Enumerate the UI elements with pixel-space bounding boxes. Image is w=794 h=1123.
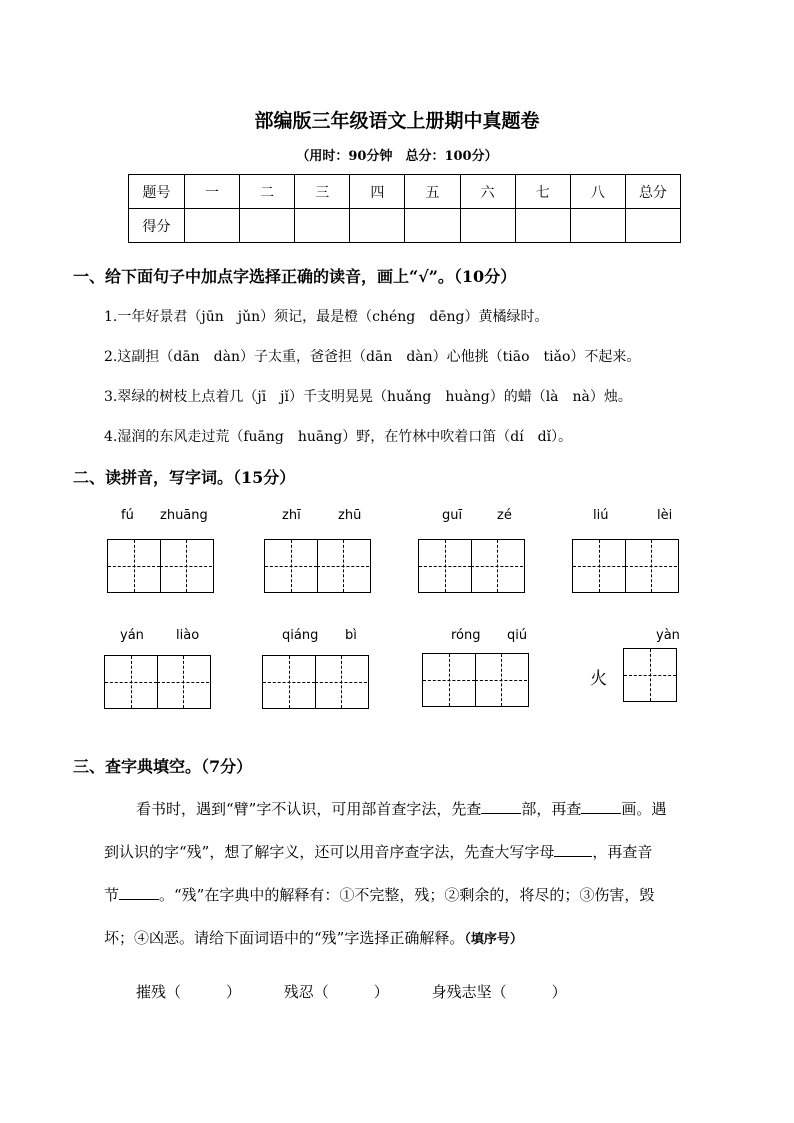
- pinyin-label: yàn: [656, 628, 680, 643]
- score-cell: 八: [570, 175, 625, 209]
- writing-cell[interactable]: [573, 540, 626, 592]
- score-input-cell[interactable]: [625, 209, 680, 243]
- answer-blank[interactable]: [119, 885, 159, 900]
- score-cell: 三: [295, 175, 350, 209]
- para-line: [104, 831, 724, 874]
- score-cell: 六: [460, 175, 515, 209]
- instruction-note: （填序号）: [464, 932, 523, 947]
- writing-cell[interactable]: [471, 540, 523, 592]
- para-text: 部，再查: [521, 800, 582, 818]
- writing-grid[interactable]: [623, 648, 677, 702]
- score-cell: 总分: [625, 175, 680, 209]
- writing-grid[interactable]: [104, 655, 211, 709]
- score-cell: 二: [240, 175, 295, 209]
- score-input-cell[interactable]: [350, 209, 405, 243]
- fill-item[interactable]: 摧残（ ）: [136, 983, 242, 1001]
- score-table-score-row: [129, 209, 681, 243]
- writing-cell[interactable]: [157, 656, 209, 708]
- pinyin-label: liú: [593, 508, 609, 523]
- fill-item[interactable]: 身残志坚（ ）: [431, 983, 567, 1001]
- writing-grid[interactable]: [107, 539, 214, 593]
- writing-cell[interactable]: [108, 540, 161, 592]
- writing-cell[interactable]: [475, 654, 527, 706]
- question-item: 3.翠绿的树枝上点着几（jī jǐ）千支明晃晃（huǎng huàng）的蜡（là nà）烛。: [104, 389, 632, 405]
- fill-item[interactable]: 残忍（ ）: [283, 983, 389, 1001]
- para-line: [104, 874, 724, 917]
- para-text: 到认识的字“残”，想了解字义，还可以用音序查字法，先查大写字母: [104, 843, 555, 861]
- pinyin-label: fú: [121, 508, 134, 523]
- given-character: 火: [590, 669, 607, 689]
- score-cell: 四: [350, 175, 405, 209]
- question-item: 1.一年好景君（jūn jǔn）须记，最是橙（chéng dēng）黄橘绿时。: [104, 309, 549, 325]
- para-text: 坏；④凶恶。请给下面词语中的“残”字选择正确解释。: [104, 929, 465, 947]
- para-text: ，再查音: [592, 843, 653, 861]
- writing-grid[interactable]: [422, 653, 529, 707]
- pinyin-label: yán: [120, 628, 144, 643]
- page-subtitle: （用时：90分钟 总分：100分）: [296, 149, 498, 164]
- section3-heading: 三、查字典填空。（7分）: [73, 757, 253, 776]
- score-cell: 五: [405, 175, 460, 209]
- score-input-cell[interactable]: [405, 209, 460, 243]
- writing-cell[interactable]: [315, 656, 367, 708]
- score-cell: 一: [185, 175, 240, 209]
- answer-blank[interactable]: [481, 799, 521, 814]
- score-table: [128, 174, 681, 243]
- section3-paragraph: [104, 788, 724, 961]
- writing-cell[interactable]: [160, 540, 212, 592]
- writing-cell[interactable]: [423, 654, 476, 706]
- writing-cell[interactable]: [419, 540, 472, 592]
- score-input-cell[interactable]: [570, 209, 625, 243]
- para-text: 画。遇: [621, 800, 667, 818]
- para-line: [104, 917, 724, 961]
- pinyin-label: bì: [345, 628, 357, 643]
- pinyin-label: zé: [497, 508, 512, 523]
- writing-grid[interactable]: [264, 539, 371, 593]
- score-input-cell[interactable]: [295, 209, 350, 243]
- pinyin-label: liào: [176, 628, 200, 643]
- pinyin-label: zhū: [338, 508, 362, 523]
- score-input-cell[interactable]: [185, 209, 240, 243]
- para-text: 节: [104, 886, 120, 904]
- pinyin-label: zhuāng: [160, 508, 208, 523]
- question-item: 4.湿润的东风走过荒（fuāng huāng）野，在竹林中吹着口笛（dí dǐ）。: [104, 429, 573, 445]
- score-cell: 题号: [129, 175, 185, 209]
- writing-grid[interactable]: [262, 655, 369, 709]
- score-input-cell[interactable]: [460, 209, 515, 243]
- score-label-cell: 得分: [129, 209, 185, 243]
- score-cell: 七: [515, 175, 570, 209]
- writing-grid[interactable]: [572, 539, 679, 593]
- para-text: 。“残”在字典中的解释有：①不完整，残；②剩余的，将尽的；③伤害，毁: [159, 886, 655, 904]
- answer-blank[interactable]: [581, 799, 621, 814]
- pinyin-label: lèi: [657, 508, 673, 523]
- writing-cell[interactable]: [317, 540, 369, 592]
- score-input-cell[interactable]: [240, 209, 295, 243]
- writing-cell[interactable]: [105, 656, 158, 708]
- section2-heading: 二、读拼音，写字词。（15分）: [73, 468, 296, 487]
- score-table-header-row: [129, 175, 681, 209]
- page-title: 部编版三年级语文上册期中真题卷: [254, 110, 540, 132]
- pinyin-label: guī: [442, 508, 463, 523]
- para-text: 看书时，遇到“臂”字不认识，可用部首查字法，先查: [136, 800, 482, 818]
- writing-cell[interactable]: [625, 540, 677, 592]
- writing-grid[interactable]: [418, 539, 525, 593]
- score-input-cell[interactable]: [515, 209, 570, 243]
- writing-cell[interactable]: [624, 649, 676, 701]
- question-item: 2.这副担（dān dàn）子太重，爸爸担（dān dàn）心他挑（tiāo tiǎo）不起来。: [104, 349, 641, 365]
- para-line: [104, 788, 724, 831]
- answer-blank[interactable]: [554, 842, 592, 857]
- pinyin-label: qiáng: [282, 628, 319, 643]
- writing-cell[interactable]: [263, 656, 316, 708]
- pinyin-label: qiú: [507, 628, 528, 643]
- writing-cell[interactable]: [265, 540, 318, 592]
- pinyin-label: zhī: [282, 508, 301, 523]
- fill-row: [136, 981, 605, 1002]
- section1-heading: 一、给下面句子中加点字选择正确的读音，画上“√”。（10分）: [73, 267, 517, 286]
- pinyin-label: róng: [451, 628, 481, 643]
